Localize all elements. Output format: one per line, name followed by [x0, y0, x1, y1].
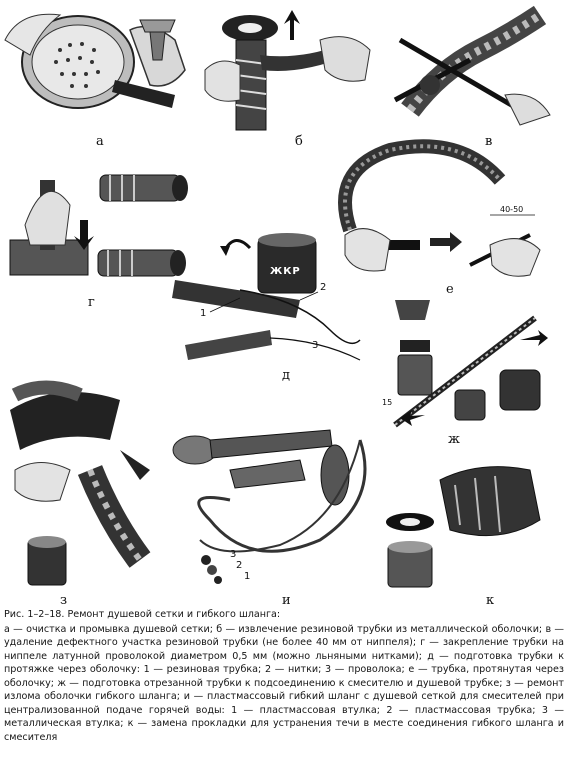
- callout-i-3: 3: [230, 549, 237, 560]
- panel-z-illustration: [10, 388, 150, 586]
- callout-d-1: 1: [200, 308, 207, 319]
- panel-label-g: г: [88, 295, 95, 310]
- panel-d-illustration: [172, 233, 360, 360]
- callout-i-2: 2: [236, 560, 243, 571]
- caption-body: а — очистка и промывка душевой сетки; б — извлечение резиновой трубки из металлической оболочки; в — удаление дефектного участка резиновой трубки (не более 40 мм от ниппеля); г — закрепление трубки на ниппеле латунной проволокой диаметром 0,5 мм (можно льняными нитками); д — подготовка трубки к протяжке через оболочку: 1 — резиновая трубка; 2 — нитки; 3 — проволока; е — трубка, протянутая через оболочку; ж — подготовка отрезанной трубки к подсоединению к смесителю и душевой трубке; з — ремонт излома оболочки гибкого шланга; и — пластмассовый гибкий шланг с душевой сеткой для смесителей при централизованной подаче горячей воды: 1 — пластмассовая втулка; 2 — пластмассовая трубка; 3 — металлическая втулка; к — замена прокладки для устранения течи в месте соединения гибкого шланга и смесителя: [4, 623, 564, 743]
- caption-title: Рис. 1–2–18. Ремонт душевой сетки и гибкого шланга:: [4, 609, 281, 620]
- panel-label-v: в: [485, 134, 493, 149]
- panel-k-illustration: [386, 467, 540, 587]
- panel-zh-illustration: [395, 300, 548, 426]
- callout-d-2: 2: [320, 282, 327, 293]
- callout-i-1: 1: [244, 571, 251, 582]
- panel-a-illustration: [5, 14, 185, 108]
- panel-label-k: к: [486, 593, 495, 608]
- panel-label-b: б: [295, 134, 303, 149]
- panel-label-zh: ж: [448, 432, 460, 447]
- measure-label-zh: 15: [382, 398, 393, 407]
- panel-label-i: и: [282, 593, 291, 608]
- panel-v-illustration: [395, 15, 550, 125]
- panel-label-z: з: [60, 593, 68, 608]
- panel-label-a: а: [96, 134, 104, 149]
- figure-caption: [4, 608, 564, 744]
- panel-label-d: д: [282, 368, 291, 383]
- panel-label-e: е: [446, 282, 454, 297]
- jar-label: ЖКР: [270, 266, 301, 277]
- panel-i-illustration: [173, 430, 365, 584]
- panel-g-illustration: [10, 175, 188, 276]
- callout-d-3: 3: [312, 340, 319, 351]
- panel-b-illustration: [205, 10, 370, 130]
- measure-label-e: 40-50: [500, 205, 524, 214]
